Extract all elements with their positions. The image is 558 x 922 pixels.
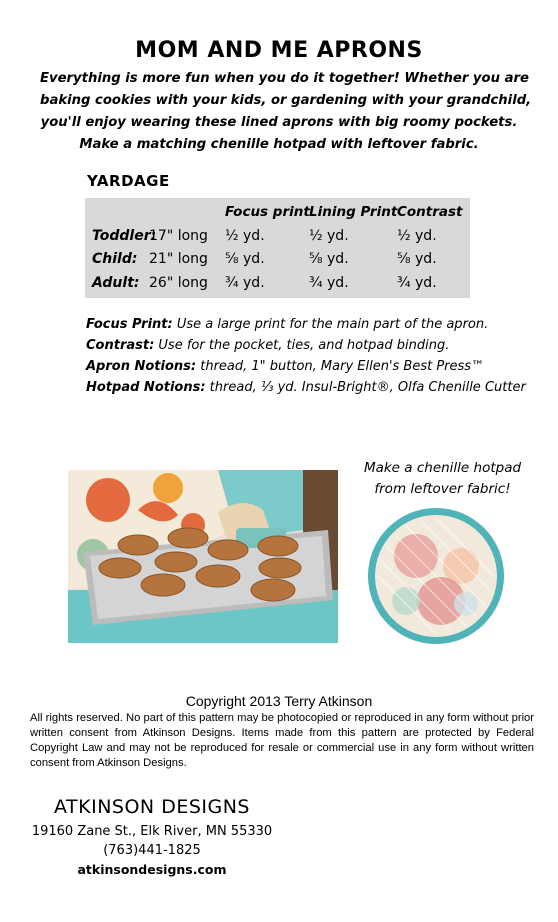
column-header-lining: Lining Print xyxy=(309,204,398,220)
intro-line: baking cookies with your kids, or gardening with your grandchild, xyxy=(40,93,532,108)
row-contrast: ¾ yd. xyxy=(397,275,437,291)
company-phone: (763)441-1825 xyxy=(103,843,201,858)
row-focus: ¾ yd. xyxy=(225,275,265,291)
notes-list xyxy=(86,314,526,398)
note-contrast: Contrast: Use for the pocket, ties, and hotpad binding. xyxy=(86,338,450,353)
company-address: 19160 Zane St., Elk River, MN 55330 xyxy=(31,824,273,839)
caption-line: from leftover fabric! xyxy=(374,481,511,497)
chenille-hotpad-photo xyxy=(366,506,506,646)
caption-line: Make a chenille hotpad xyxy=(363,460,522,476)
yardage-heading: YARDAGE xyxy=(87,172,170,190)
page-title: MOM AND ME APRONS xyxy=(135,38,423,63)
note-focus-print: Focus Print: Use a large print for the main part of the apron. xyxy=(86,317,489,332)
row-length: 26" long xyxy=(149,275,208,291)
column-header-contrast: Contrast xyxy=(397,204,463,220)
row-focus: ½ yd. xyxy=(225,228,265,244)
intro-line: Everything is more fun when you do it together! Whether you are xyxy=(40,71,529,86)
row-focus: ⅝ yd. xyxy=(225,251,265,267)
note-apron-notions: Apron Notions: thread, 1" button, Mary Ellen's Best Press™ xyxy=(86,359,485,374)
company-website-link[interactable]: atkinsondesigns.com xyxy=(77,862,227,877)
cookies-photo xyxy=(68,470,338,643)
row-size-label: Adult: xyxy=(92,275,140,291)
row-length: 17" long xyxy=(149,228,208,244)
row-contrast: ⅝ yd. xyxy=(397,251,437,267)
row-length: 21" long xyxy=(149,251,208,267)
column-header-focus: Focus print xyxy=(225,204,310,220)
company-name: ATKINSON DESIGNS xyxy=(54,796,250,818)
row-lining: ¾ yd. xyxy=(309,275,349,291)
row-size-label: Child: xyxy=(92,251,138,267)
copyright-heading: Copyright 2013 Terry Atkinson xyxy=(185,693,373,709)
intro-line: Make a matching chenille hotpad with leftover fabric. xyxy=(79,137,479,152)
row-contrast: ½ yd. xyxy=(397,228,437,244)
copyright-body: All rights reserved. No part of this pattern may be photocopied or reproduced in any form without prior written consent from Atkinson Designs. Items made from this pattern are protected by Federal Copyright Law and may not be reproduced for resale or commercial use in any form without written consent from Atkinson Designs. xyxy=(30,712,534,769)
intro-line: you'll enjoy wearing these lined aprons with big roomy pockets. xyxy=(40,115,518,130)
row-lining: ½ yd. xyxy=(309,228,349,244)
row-size-label: Toddler: xyxy=(92,228,157,244)
row-lining: ⅝ yd. xyxy=(309,251,349,267)
hotpad-caption xyxy=(340,458,545,500)
intro-paragraph xyxy=(40,68,532,156)
yardage-table xyxy=(85,198,470,298)
note-hotpad-notions: Hotpad Notions: thread, ⅓ yd. Insul-Bright®, Olfa Chenille Cutter xyxy=(86,380,526,395)
